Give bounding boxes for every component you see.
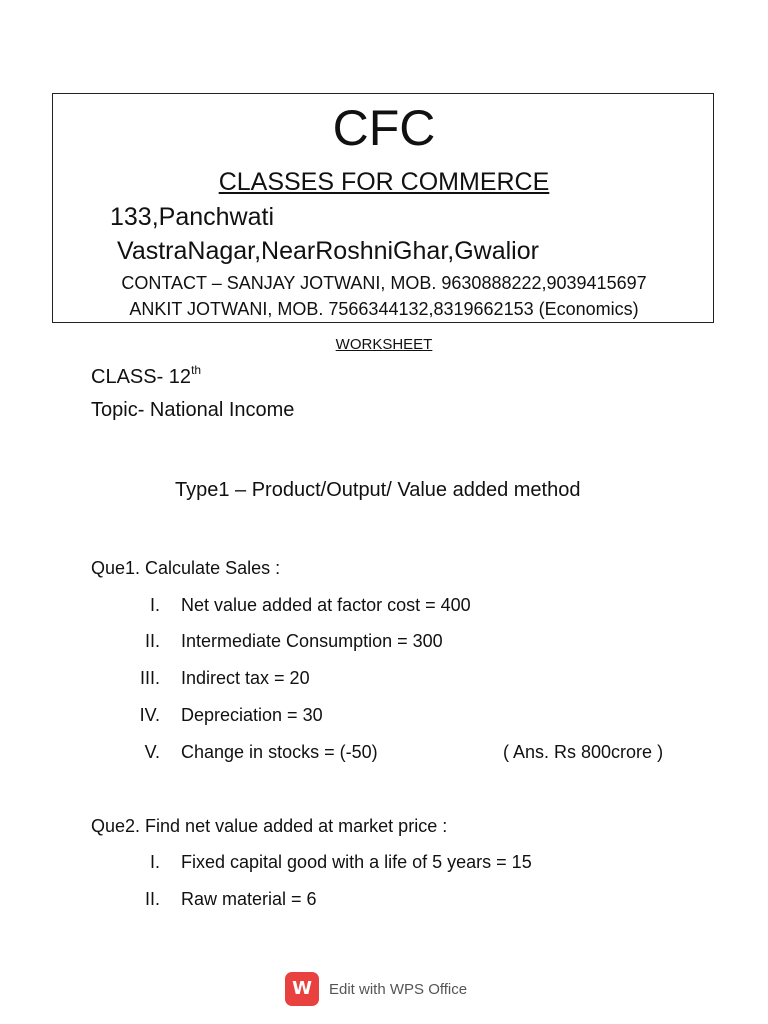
list-item-text: Indirect tax = 20 [181, 668, 310, 688]
list-item-text: Fixed capital good with a life of 5 years = 15 [181, 852, 532, 872]
contact-line-1: CONTACT – SANJAY JOTWANI, MOB. 9630888222,9039415697 [121, 273, 647, 293]
list-item [100, 630, 443, 652]
list-item-number: I. [149, 852, 160, 872]
class-label [91, 358, 201, 389]
question-1-title: Que1. Calculate Sales : [91, 558, 281, 578]
list-item-number: I. [149, 595, 160, 615]
list-item-number: III. [139, 668, 160, 688]
list-item-number: IV. [139, 705, 160, 725]
list-item-number: V. [144, 742, 160, 762]
wps-logo-icon[interactable]: W [285, 972, 319, 1006]
list-item-number: II. [144, 631, 160, 651]
list-item [100, 851, 532, 873]
list-item-text: Raw material = 6 [181, 889, 317, 909]
brand-title: CFC [332, 100, 436, 156]
question-2-title: Que2. Find net value added at market price : [91, 816, 448, 836]
list-item [100, 594, 471, 616]
worksheet-label: WORKSHEET [335, 336, 433, 353]
list-item-text: Intermediate Consumption = 300 [181, 631, 443, 651]
topic: Topic- National Income [91, 399, 295, 421]
contact-line-2: ANKIT JOTWANI, MOB. 7566344132,8319662153 (Economics) [129, 299, 639, 319]
list-item-text: Change in stocks = (-50) [181, 742, 378, 762]
address-line-1: 133,Panchwati [110, 203, 275, 231]
list-item-text: Depreciation = 30 [181, 705, 323, 725]
class-text: CLASS- 12 [91, 366, 192, 388]
address-line-2: VastraNagar,NearRoshniGhar,Gwalior [117, 237, 539, 265]
list-item [100, 888, 317, 910]
list-item [100, 667, 310, 689]
list-item [100, 741, 378, 763]
wps-footer[interactable] [285, 972, 467, 1006]
wps-footer-text[interactable]: Edit with WPS Office [329, 980, 468, 998]
class-suffix: th [191, 363, 202, 377]
brand-subtitle: CLASSES FOR COMMERCE [218, 168, 550, 196]
answer-1: ( Ans. Rs 800crore ) [503, 742, 664, 762]
list-item [100, 704, 323, 726]
type-heading: Type1 – Product/Output/ Value added method [175, 479, 581, 501]
list-item-number: II. [144, 889, 160, 909]
list-item-text: Net value added at factor cost = 400 [181, 595, 471, 615]
